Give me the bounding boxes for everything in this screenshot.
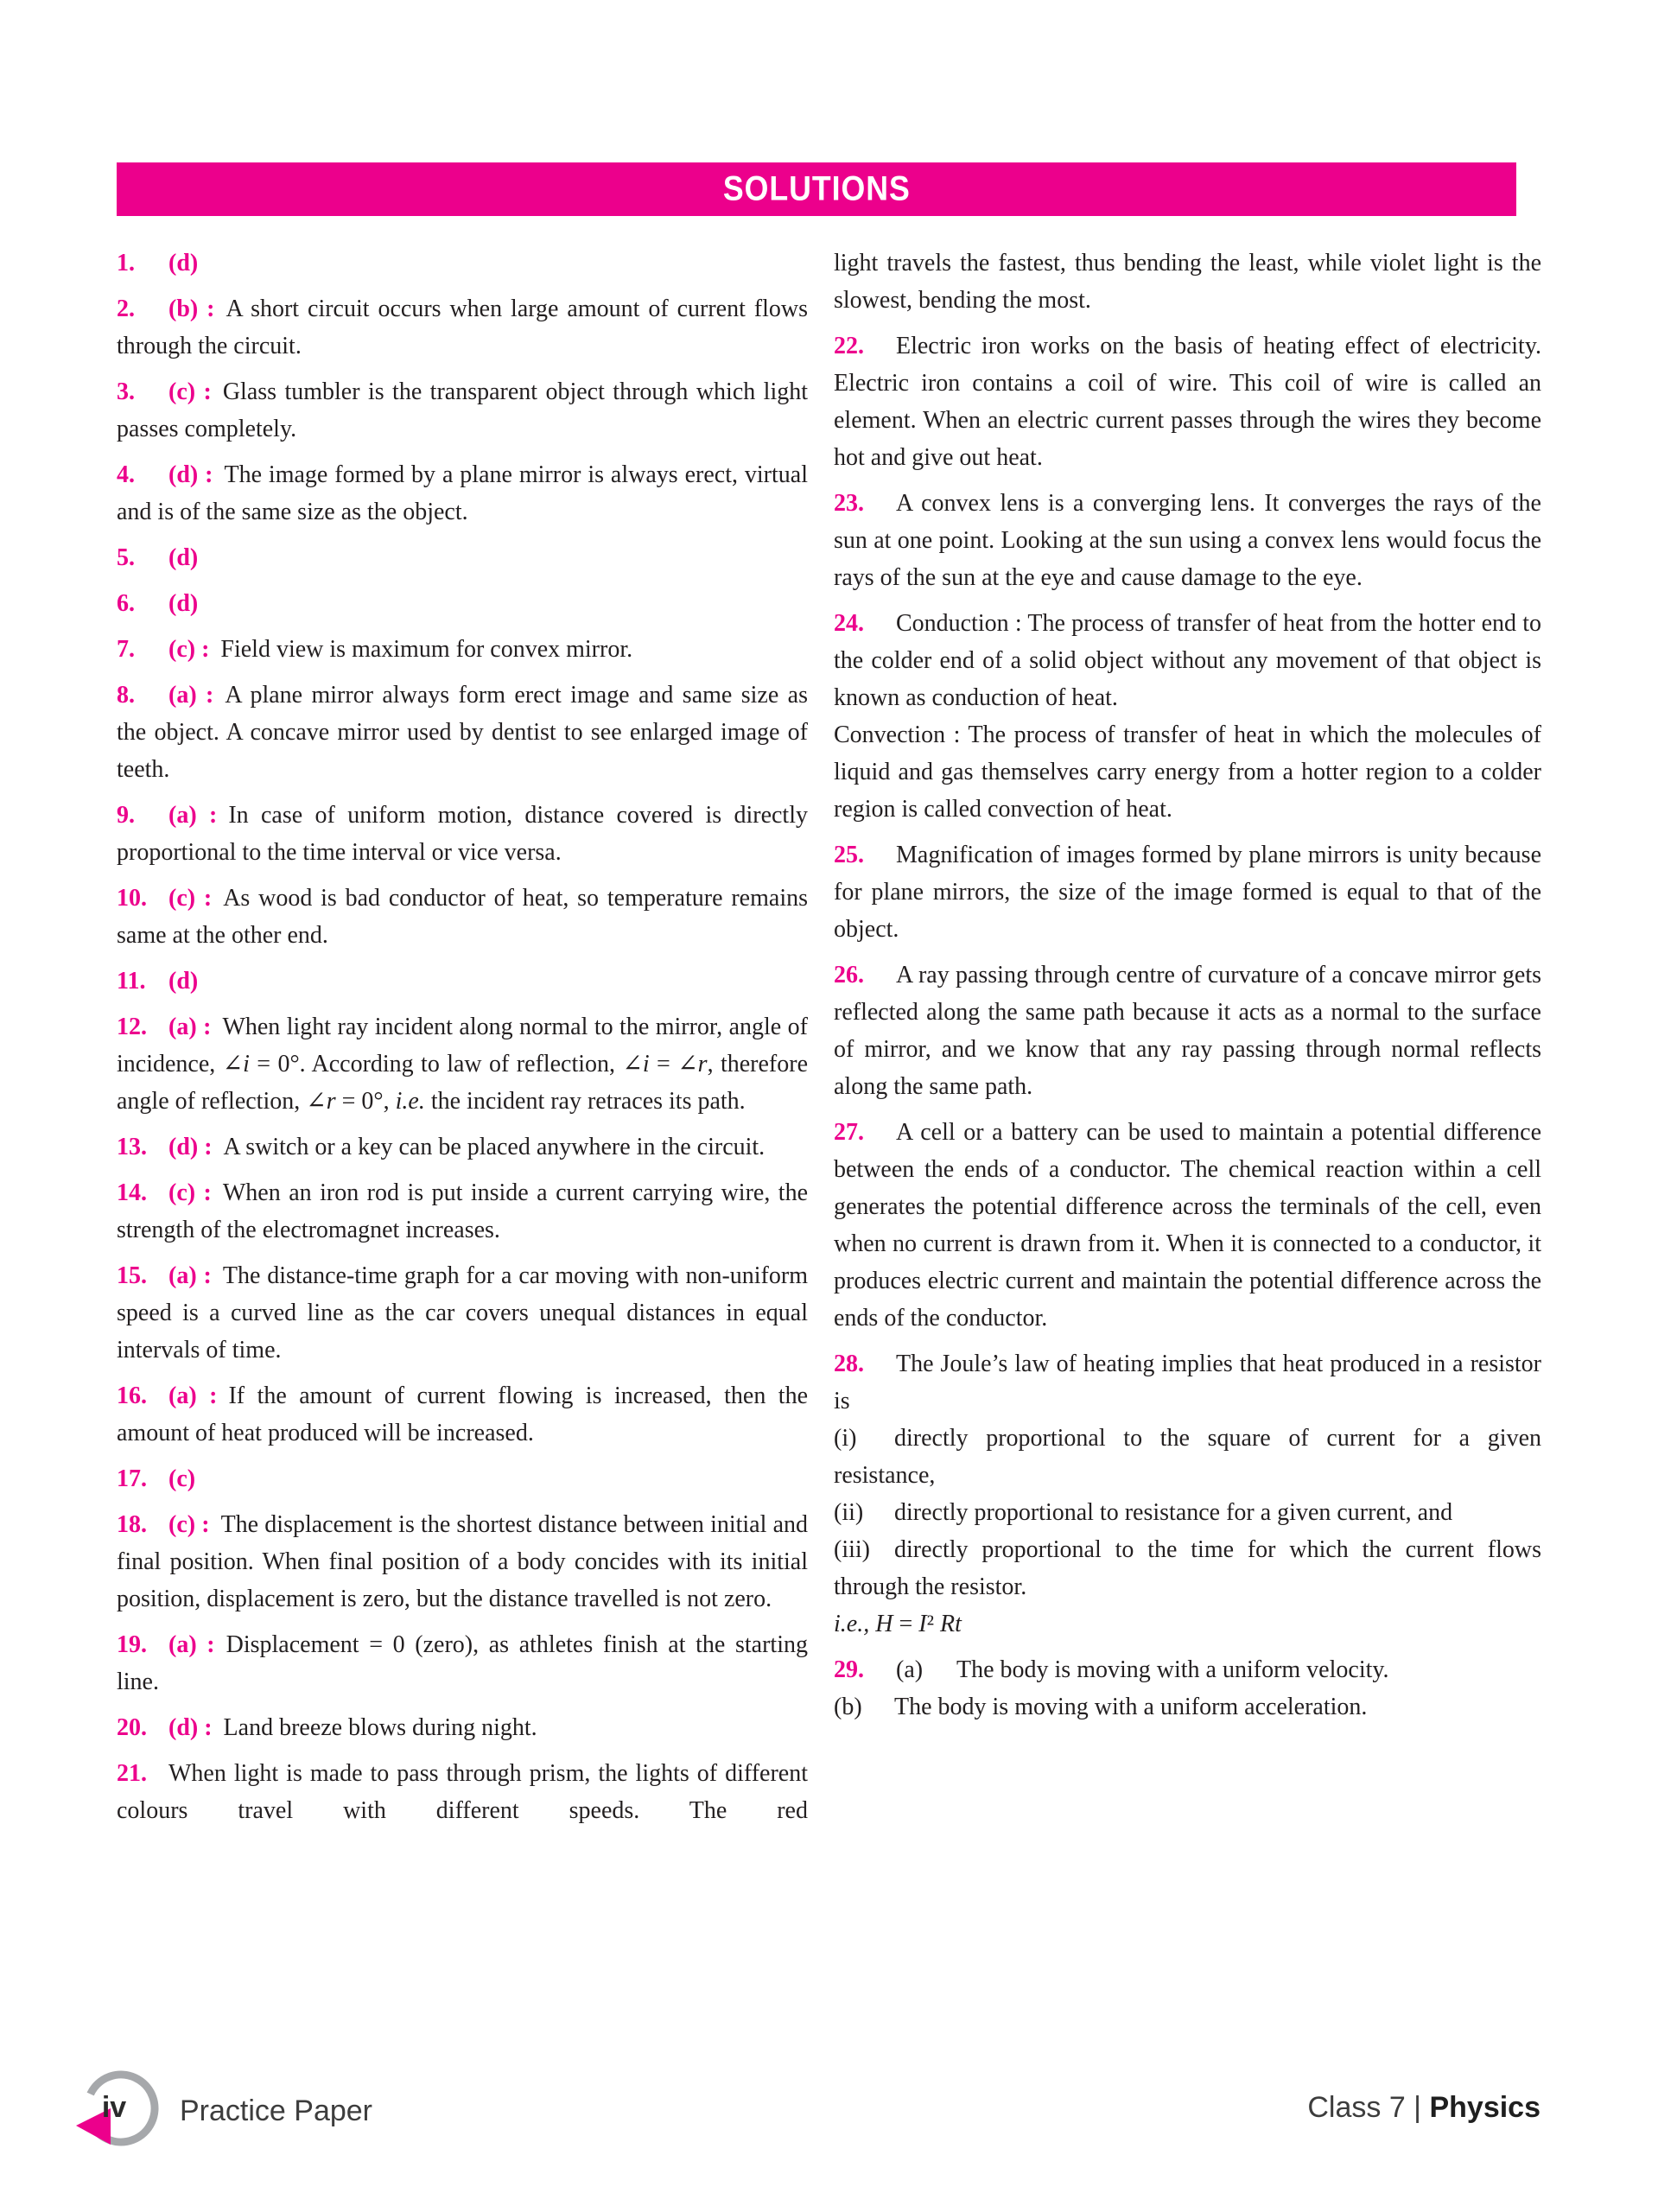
section-banner [117,162,1516,216]
solution-item-8: 8. (a) : A plane mirror always form erect image and same size as the object. A concave mirror used by dentist to see enlarged image of teeth. [117,677,808,788]
item-number: 6. [117,590,135,617]
answer-option: (a) : [168,1014,212,1040]
solution-item-10: 10. (c) : As wood is bad conductor of heat, so temperature remains same at the other end. [117,880,808,954]
answer-option: (c) [168,1465,196,1492]
answer-option: (c) : [168,378,212,405]
solution-item-9: 9. (a) : In case of uniform motion, distance covered is directly proportional to the time interval or vice versa. [117,797,808,871]
answer-option: (d) [168,544,199,571]
answer-option: (a) : [168,802,218,829]
solution-item-25: 25. Magnification of images formed by plane mirrors is unity because for plane mirrors, the size of the image formed is equal to that of the object. [834,836,1541,948]
answer-option: (b) : [168,296,215,322]
solution-sub-item: (i) directly proportional to the square of current for a given resistance, [834,1420,1541,1494]
answer-option: (c) : [168,1511,210,1538]
item-number: 14. [117,1179,147,1206]
answer-option: (c) : [168,636,210,663]
item-number: 27. [834,1119,864,1146]
item-number: 12. [117,1014,147,1040]
item-number: 1. [117,250,135,276]
solution-paragraph: light travels the fastest, thus bending the least, while violet light is the slowest, bending the most. [834,250,1541,314]
sub-item-label: (i) [834,1425,857,1452]
item-number: 13. [117,1134,147,1160]
item-number: 5. [117,544,135,571]
solution-sub-item: (ii) directly proportional to resistance for a given current, and [834,1494,1541,1531]
item-number: 26. [834,962,864,988]
solution-item-3: 3. (c) : Glass tumbler is the transparent object through which light passes completely. [117,373,808,448]
item-number: 24. [834,610,864,637]
item-number: 19. [117,1631,147,1658]
item-number: 11. [117,968,146,995]
item-number: 8. [117,682,135,709]
solution-item-20: 20. (d) : Land breeze blows during night. [117,1709,808,1746]
solution-item-12: 12. (a) : When light ray incident along normal to the mirror, angle of incidence, ∠i = 0°. According to law of reflection, ∠i = ∠r, therefore angle of reflection, ∠r = 0°, i.e. the incident ray retraces its path. [117,1008,808,1120]
solution-item-7: 7. (c) : Field view is maximum for convex mirror. [117,631,808,668]
solution-item-29: 29. (a) The body is moving with a uniform velocity. [834,1651,1541,1688]
solution-sub-item: (b) The body is moving with a uniform acceleration. [834,1688,1541,1726]
solution-item-28: 28. The Joule’s law of heating implies that heat produced in a resistor is [834,1345,1541,1420]
solution-item-11 [117,963,808,1000]
item-number: 25. [834,842,864,868]
solution-item-22: 22. Electric iron works on the basis of heating effect of electricity. Electric iron contains a coil of wire. This coil of wire is called an element. When an electric current passes through the wires they become hot and give out heat. [834,327,1541,476]
answer-option: (d) [168,968,199,995]
answer-option: (a) : [168,1382,218,1409]
solution-item-6 [117,585,808,622]
solution-item-19: 19. (a) : Displacement = 0 (zero), as athletes finish at the starting line. [117,1626,808,1700]
sub-item-label: (b) [834,1694,862,1720]
solution-item-17 [117,1460,808,1497]
answer-option: (a) : [168,1262,212,1289]
solution-item-16: 16. (a) : If the amount of current flowing is increased, then the amount of heat produced will be increased. [117,1377,808,1452]
answer-option: (c) : [168,885,213,912]
solution-item-5 [117,539,808,576]
practice-paper-label: Practice Paper [180,2094,372,2127]
answer-option: (a) : [168,682,214,709]
item-number: 23. [834,490,864,517]
item-number: 18. [117,1511,147,1538]
solution-item-4: 4. (d) : The image formed by a plane mirror is always erect, virtual and is of the same size as the object. [117,456,808,531]
solution-item-15: 15. (a) : The distance-time graph for a car moving with non-uniform speed is a curved line as the car covers unequal distances in equal intervals of time. [117,1257,808,1369]
sub-item-label: (a) [896,1656,924,1683]
banner-title: SOLUTIONS [722,169,911,208]
item-number: 10. [117,885,147,912]
solution-item-21: 21. When light is made to pass through prism, the lights of different colours travel with different speeds. The red [117,1755,808,1829]
sub-item-label: (iii) [834,1536,870,1563]
solution-sub-item: (iii) directly proportional to the time for which the current flows through the resistor. [834,1531,1541,1605]
item-number: 17. [117,1465,147,1492]
page-number: iv [101,2090,127,2124]
sub-item-label: (ii) [834,1499,864,1526]
item-number: 3. [117,378,135,405]
solutions-column-left [117,245,808,1829]
answer-option: (d) [168,250,199,276]
solutions-body [117,245,1541,1829]
solution-paragraph: Convection : The process of transfer of heat in which the molecules of liquid and gas themselves carry energy from a hotter region to a colder region is called convection of heat. [834,721,1541,823]
item-number: 9. [117,802,135,829]
answer-option: (a) : [168,1631,215,1658]
item-number: 20. [117,1714,147,1741]
solution-item-13: 13. (d) : A switch or a key can be placed anywhere in the circuit. [117,1128,808,1166]
item-number: 22. [834,333,864,359]
class-subject-label [1307,2091,1540,2125]
item-number: 15. [117,1262,147,1289]
answer-option: (c) : [168,1179,212,1206]
item-number: 2. [117,296,135,322]
page-badge [74,2070,161,2157]
class-label: Class 7 | [1307,2091,1430,2124]
solution-item-18: 18. (c) : The displacement is the shortest distance between initial and final position. When final position of a body concides with its initial position, displacement is zero, but the distance travelled is not zero. [117,1506,808,1618]
solution-item-23: 23. A convex lens is a converging lens. It converges the rays of the sun at one point. Looking at the sun using a convex lens would focus the rays of the sun at the eye and cause damage to the eye. [834,485,1541,596]
answer-option: (d) : [168,461,213,488]
solution-item-27: 27. A cell or a battery can be used to maintain a potential difference between the ends of a conductor. The chemical reaction within a cell generates the potential difference across the terminals of the cell, even when no current is drawn from it. When it is connected to a conductor, it produces electric current and maintain the potential difference across the ends of the conductor. [834,1114,1541,1337]
solution-item-14: 14. (c) : When an iron rod is put inside a current carrying wire, the strength of the electromagnet increases. [117,1174,808,1249]
solution-item-24: 24. Conduction : The process of transfer of heat from the hotter end to the colder end of a solid object without any movement of that object is known as conduction of heat. [834,605,1541,716]
solution-paragraph: i.e., H = I² Rt [834,1611,962,1637]
solution-item-1 [117,245,808,282]
answer-option: (d) : [168,1714,213,1741]
solution-item-2: 2. (b) : A short circuit occurs when large amount of current flows through the circuit. [117,290,808,365]
answer-option: (d) : [168,1134,213,1160]
item-number: 16. [117,1382,147,1409]
solutions-column-right [834,245,1541,1829]
solution-item-26: 26. A ray passing through centre of curvature of a concave mirror gets reflected along the same path because it acts as a normal to the surface of mirror, and we know that any ray passing through normal reflects along the same path. [834,957,1541,1105]
item-number: 4. [117,461,135,488]
item-number: 7. [117,636,135,663]
answer-option: (d) [168,590,199,617]
item-number: 28. [834,1351,864,1377]
item-number: 21. [117,1760,147,1787]
item-number: 29. [834,1656,864,1683]
subject-label: Physics [1429,2091,1540,2124]
